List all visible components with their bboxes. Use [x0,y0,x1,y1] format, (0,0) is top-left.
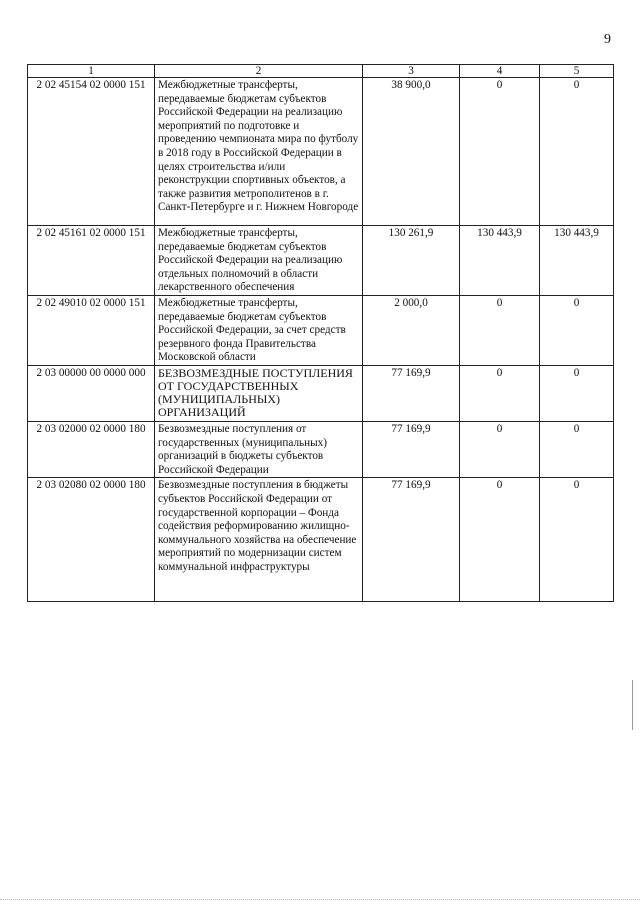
row-value-col3: 2 000,0 [363,295,460,365]
scan-artifact-bottom [0,899,640,901]
row-value-col4: 0 [460,365,540,421]
column-header-2: 2 [155,65,363,78]
row-value-col4: 0 [460,478,540,602]
row-value-col3: 77 169,9 [363,421,460,477]
row-code: 2 03 02000 02 0000 180 [28,421,155,477]
row-value-col4: 0 [460,421,540,477]
row-value-col5: 0 [540,365,614,421]
row-value-col4: 130 443,9 [460,226,540,296]
page-number: 9 [604,32,611,47]
row-description: Межбюджетные трансферты, передаваемые бюджетам субъектов Российской Федерации на реализацию отдельных полномочий в области лекарственного обеспечения [155,226,363,296]
row-value-col3: 38 900,0 [363,78,460,226]
table-row [28,226,614,296]
table-header-row [28,65,614,78]
row-value-col5: 0 [540,478,614,602]
row-value-col5: 0 [540,295,614,365]
row-description: Безвозмездные поступления в бюджеты субъектов Российской Федерации от государственной корпорации – Фонда содействия реформированию жилищно-коммунального хозяйства на обеспечение мероприятий по модернизации систем коммунальной инфраструктуры [155,478,363,602]
table-row [28,78,614,226]
row-code: 2 02 45154 02 0000 151 [28,78,155,226]
row-code: 2 02 45161 02 0000 151 [28,226,155,296]
scan-artifact-line [632,680,633,730]
row-value-col3: 77 169,9 [363,478,460,602]
row-value-col5: 130 443,9 [540,226,614,296]
column-header-5: 5 [540,65,614,78]
budget-table [27,64,614,602]
row-value-col5: 0 [540,421,614,477]
row-description: Межбюджетные трансферты, передаваемые бюджетам субъектов Российской Федерации, за счет средств резервного фонда Правительства Московской области [155,295,363,365]
column-header-1: 1 [28,65,155,78]
column-header-4: 4 [460,65,540,78]
row-description: Безвозмездные поступления от государственных (муниципальных) организаций в бюджеты субъектов Российской Федерации [155,421,363,477]
row-description: Межбюджетные трансферты, передаваемые бюджетам субъектов Российской Федерации на реализацию мероприятий по подготовке и проведению чемпионата мира по футболу в 2018 году в Российской Федерации в целях строительства и/или реконструкции спортивных объектов, а также развития метрополитенов в г. Санкт-Петербурге и г. Нижнем Новгороде [155,78,363,226]
table-row [28,365,614,421]
table-row [28,478,614,602]
table-row [28,295,614,365]
row-code: 2 02 49010 02 0000 151 [28,295,155,365]
row-code: 2 03 00000 00 0000 000 [28,365,155,421]
row-description: БЕЗВОЗМЕЗДНЫЕ ПОСТУПЛЕНИЯ ОТ ГОСУДАРСТВЕННЫХ (МУНИЦИПАЛЬНЫХ) ОРГАНИЗАЦИЙ [155,365,363,421]
row-value-col4: 0 [460,295,540,365]
row-value-col3: 130 261,9 [363,226,460,296]
row-value-col5: 0 [540,78,614,226]
row-value-col3: 77 169,9 [363,365,460,421]
column-header-3: 3 [363,65,460,78]
table-row [28,421,614,477]
row-code: 2 03 02080 02 0000 180 [28,478,155,602]
row-value-col4: 0 [460,78,540,226]
